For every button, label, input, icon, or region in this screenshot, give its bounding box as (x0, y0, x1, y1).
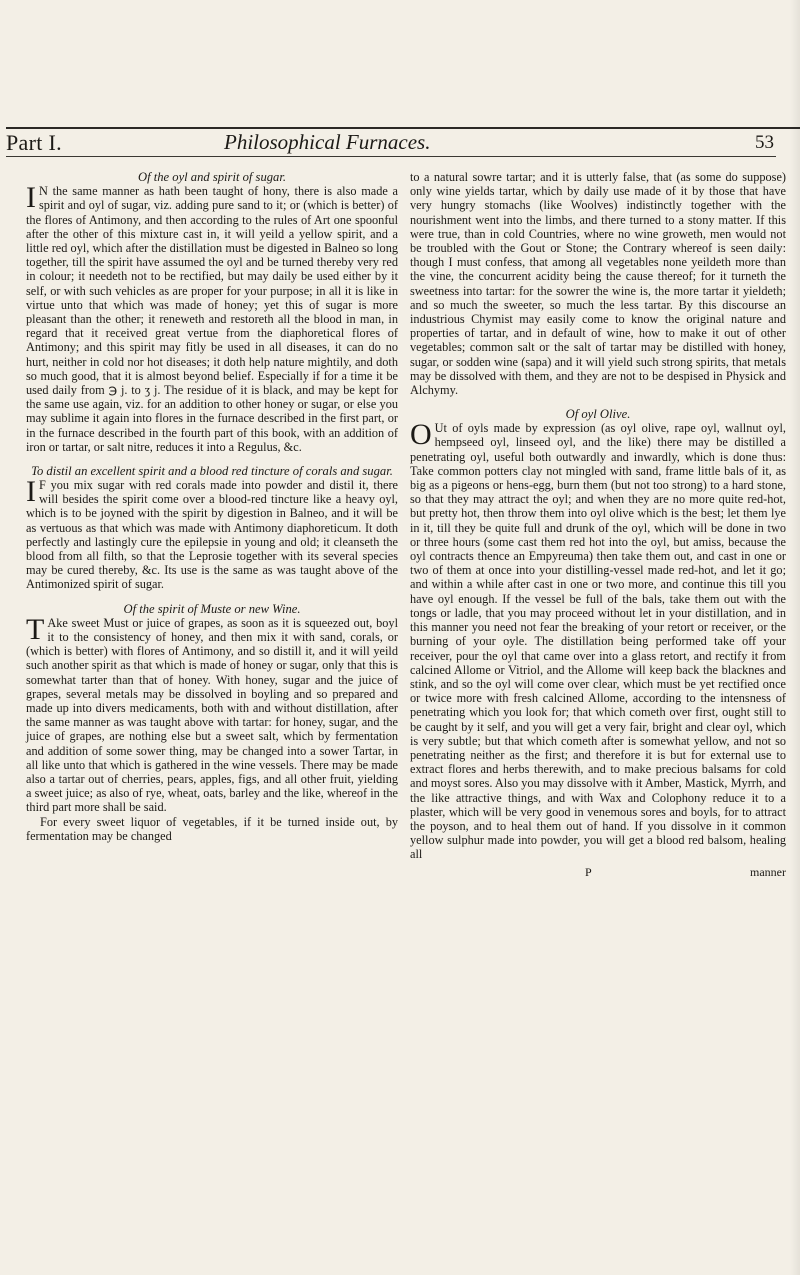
section-title-muste: Of the spirit of Muste or new Wine. (123, 601, 301, 616)
paragraph-liquor: For every sweet liquor of vegetables, if it be turned inside out, by fermentation may be changed (26, 814, 398, 843)
page-number: 53 (755, 132, 774, 153)
drop-cap: I (26, 181, 36, 215)
signature-mark: P (585, 865, 592, 880)
page-edge-shadow (790, 0, 800, 1275)
paragraph-corals (26, 475, 398, 592)
section-title-sugar: Of the oyl and spirit of sugar. (138, 170, 286, 184)
paragraph-muste (26, 612, 398, 815)
paragraph-tartar: to a natural sowre tartar; and it is utterly false, that (as some do suppose) only wine yields tartar, which by daily use made of it by those that have very hungry stomachs (like Woolves) indistinctly together with the nourishment went into the limbs, and there turned to a stony matter. If this were true, than in cold Countries, where no wine groweth, men would not be troubled with the Gout or Stone; the Contrary whereof is seen daily: though I must confess, that among all vegetables none yeildeth more than the vine, the concurrent acidity being the cause thereof; for it turneth the sweetness into tartar: for the sowrer the wine is, the more tartar it yieldeth; and so much the sweeter, so much the less tartar. By this discourse an industrious Chymist may easily come to know the original nature and properties of tartar, and in default of wine, how to make it out of other vegetables; common salt or the salt of tartar may be distilled with honey, sugar, or sodden wine (sapa) and it will yield such strong spirits, that metals may be dissolved with them, and they are not to be despised in Physick and Alchymy. (410, 170, 786, 398)
paragraph-sugar (26, 181, 398, 454)
drop-cap: T (26, 612, 45, 646)
catchword: manner (750, 865, 786, 880)
paragraph-text: Ake sweet Must or juice of grapes, as soon as it is squeezed out, boyl it to the consistency of honey, and then mix it with sand, corals, or (which is better) with flores of Antimony, and so distill it, and it will yeild such another spirit as that which is made of honey or sugar, only that this is somewhat tarter than that of honey. With honey, sugar and the juice of grapes, several metals may be dissolved in boyling and so prepared and made up into divers medicaments, both with and without distillation, after the same manner as was taught above with tartar: for honey, sugar, and the juice of grapes, are nothing else but a sweet salt, which by fermentation and addition of some sower thing, may be changed into a sower Tartar, in all like unto that which is gathered in the wine vessels. There may be made also a tartar out of cherries, pears, apples, figs, and all other fruit, yielding a sweet juice; as also of rye, wheat, oats, barley and the like, whereof in the third part more shall be said. (26, 615, 398, 815)
part-label: Part I. (6, 130, 62, 155)
section-title-oyl-olive: Of oyl Olive. (565, 407, 631, 422)
left-column (26, 170, 398, 843)
section-title-corals: To distil an excellent spirit and a blood red tincture of corals and sugar. (31, 464, 393, 479)
paragraph-text: N the same manner as hath been taught of hony, there is also made a spirit and oyl of sugar, viz. adding pure sand to it; or (which is better) of the flores of Antimony, and then according to the rules of Art one spoonful after the other of this mixture cast in, it will yeild a yellow spirit, and a little red oyl, which after the distillation must be digested in Balneo so long together, till the spirit have assumed the oyl and be turned thereby very red in colour; it needeth not to be rectified, but may daily be used either by it self, or with such vehicles as are proper for your purpose; in all it is like in virtue unto that which was made of honey; yet this of sugar is more pleasant than the other; it reneweth and restoreth all the blood in man, in regard that it received great vertue from the diaphoretical flores of Antimony; and this spirit may fitly be used in all diseases, it can do no hurt, neither in cold nor hot diseases; it doth help nature mightily, and doth so much good, that it is almost beyond belief. Especially if for a time it be used daily from ℈ j. to ʒ j. The residue of it is black, and may be kept for the same use again, viz. for an addition to other honey or sugar, or else you may sublime it again into flores in the furnace described in the first part, or in the furnace described in the fourth part of this book, with an addition of iron or tartar, or salt nitre, reduces it into a Regulus, &c. (26, 184, 398, 454)
running-title: Philosophical Furnaces. (224, 130, 431, 154)
drop-cap: O (410, 418, 432, 452)
paragraph-text: F you mix sugar with red corals made into powder and distil it, there will besides the spirit come over a blood-red tincture like a heavy oyl, which is to be joyned with the spirit by digestion in Balneo, and it will be as vertuous as that which was made with Antimony diaphoreticum. It doth perfectly and lastingly cure the epilepsie in young and old; it cleanseth the blood from all filth, so that the Leprosie together with its several species may be cured thereby, &c. Its use is the same as was taught above of the Antimonized spirit of sugar. (26, 478, 398, 592)
footer-line (410, 862, 786, 880)
header-rule (6, 156, 776, 157)
paragraph-text: Ut of oyls made by expression (as oyl olive, rape oyl, wallnut oyl, hempseed oyl, linseed oyl, and the like) there may be distilled a penetrating oyl, useful both outwardly and inwardly, which is done thus: Take common potters clay not mingled with sand, frame little bals of it, as big as a pigeons or hens-egg, burn them (but not too strong) to a hard stone, so that they may attract the oyl; and when they are no more quite red-hot, but pretty hot, then throw them into oyl olive which is the best; let them lye in it, till they be quite full and drunk of the oyl, which will be done in two or three hours (some cast them red hot into the oyl, but amiss, because the oyl contracts thence an Empyreuma) then take them out, and cast in one or two of them at once into your distilling-vessel made red-hot, and let it go; and within a while after cast in one or two more, and continue this till you have oyl enough. If the vessel be full of the bals, take them out with the tongs or ladle, that you may proceed without let in your distillation, and in this manner you need not fear the breaking of your retort or receiver, or the burning of your oyle. The distillation being performed take off your receiver, pour the oyl that came over into a glass retort, and rectify it from calcined Allome or Vitriol, and the Allome will keep back the blacknes and stink, and so the oyl will come over clear, which must be yet rectified once or twice more with fresh calcined Allome, according to the intensness of penetrating which you look for; that which cometh over first, ought still to be caught by it self, and you will get a very fair, bright and clear oyl, which is very subtle; but that which cometh after is somewhat yellow, and not so penetrating neither as the first; and therefore it is but for external use to extract flores and herbs therewith, and to make precious balsams for cold and moyst sores. Also you may dissolve with it Amber, Mastick, Myrrh, and the like attractive things, and with Wax and Colophony reduce it to a plaster, which will be very good in venemous sores and boyls, for to attract the poyson, and to heal them out of hand. If you dissolve in it common yellow sulphur made into powder, you will get a blood red balsom, healing all (410, 421, 786, 862)
paragraph-oyl-olive (410, 418, 786, 862)
right-column (410, 170, 786, 880)
drop-cap: I (26, 475, 36, 509)
running-header (6, 128, 774, 158)
